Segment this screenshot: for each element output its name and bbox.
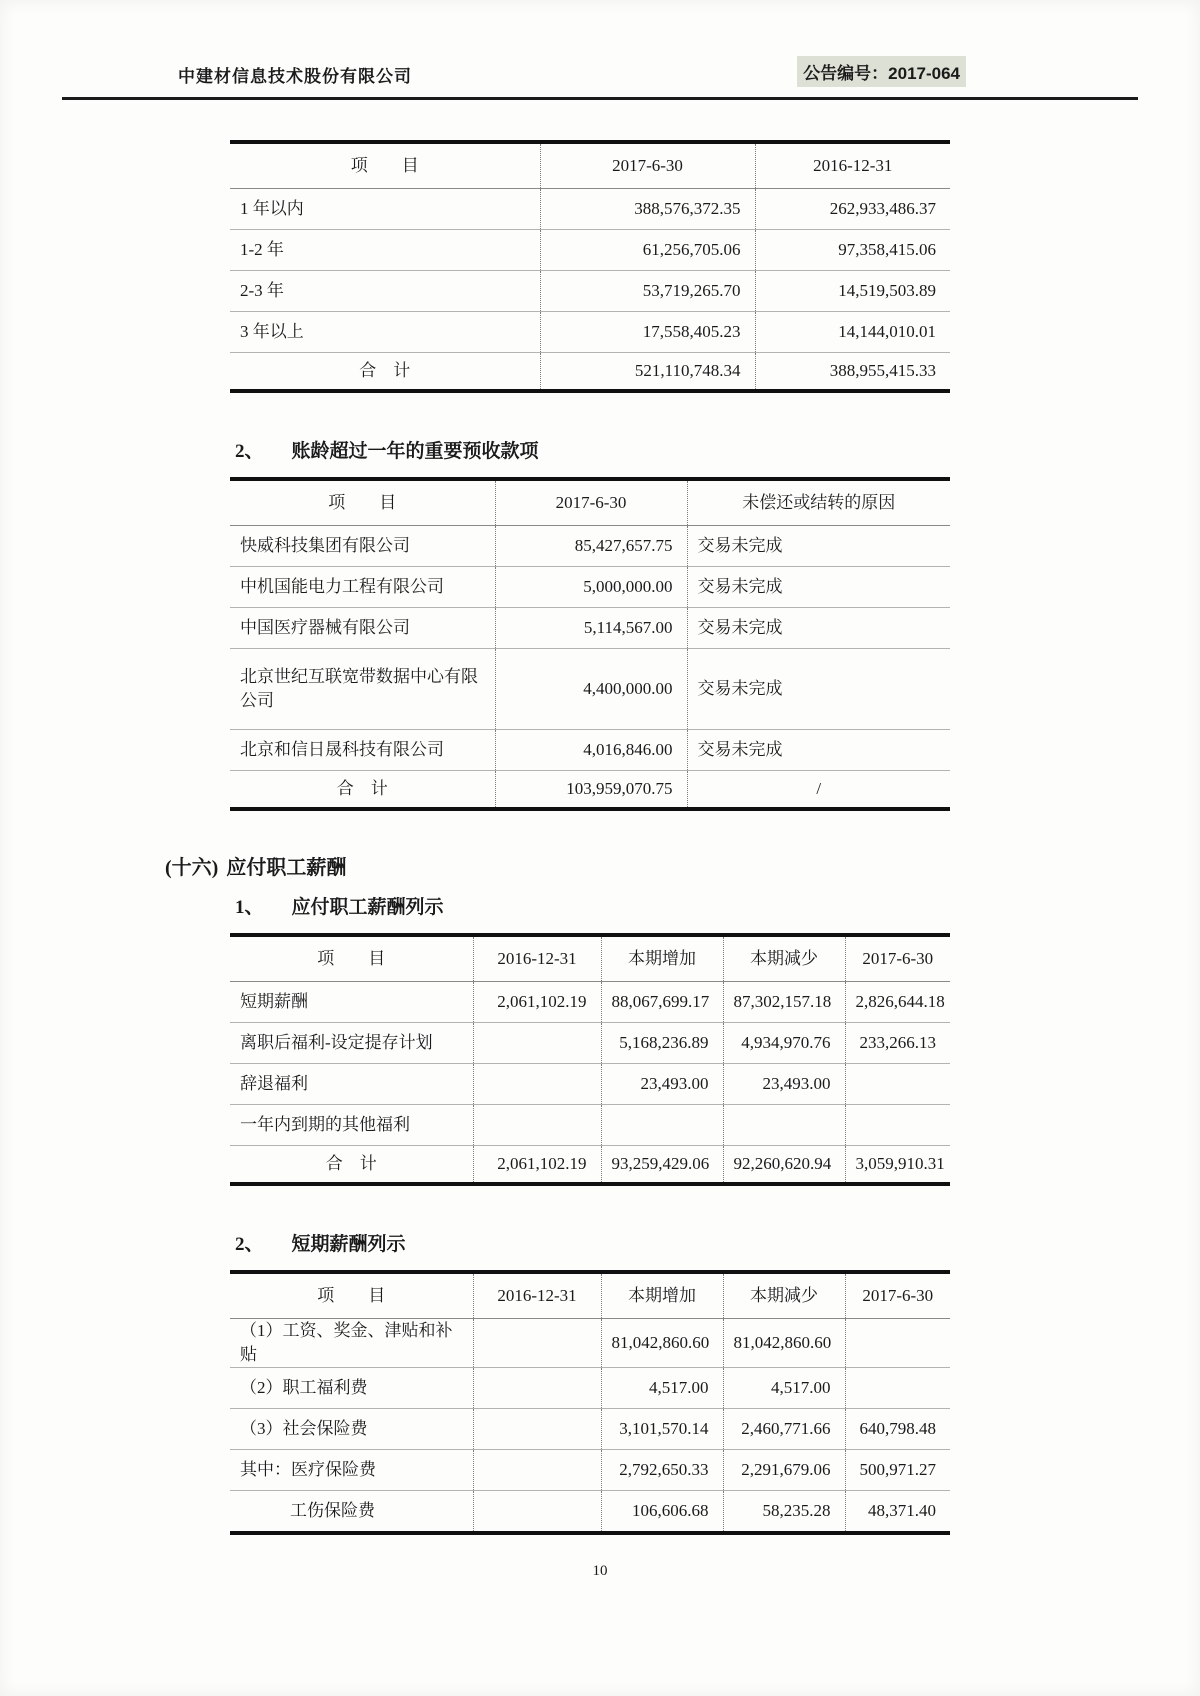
cell-value: 85,427,657.75 <box>495 526 687 567</box>
cell-value <box>845 1367 950 1408</box>
total-label: 合 计 <box>359 361 411 381</box>
header-cell: 本期减少 <box>723 1272 845 1319</box>
subsection-heading-payroll-list <box>235 895 950 921</box>
cell-value: 交易未完成 <box>687 649 950 730</box>
cell-value: 93,259,429.06 <box>601 1146 723 1185</box>
cell-value <box>473 1319 601 1368</box>
table-row <box>230 271 950 312</box>
total-label: 合 计 <box>325 1154 377 1174</box>
cell-value: 262,933,486.37 <box>755 189 950 230</box>
cell-value: 81,042,860.60 <box>601 1319 723 1368</box>
section-heading-prepayments <box>235 439 950 465</box>
header-cell: 2017-6-30 <box>845 1272 950 1319</box>
cell-value <box>473 1490 601 1533</box>
cell-value: 61,256,705.06 <box>540 230 755 271</box>
table-important-prepayments <box>230 477 950 811</box>
row-label: 工伤保险费 <box>290 1500 375 1520</box>
cell-value: 88,067,699.17 <box>601 982 723 1023</box>
table-row <box>230 1367 950 1408</box>
table-row <box>230 1105 950 1146</box>
table-total-row <box>230 353 950 392</box>
row-label: 1 年以内 <box>230 189 540 230</box>
row-label: 其中：医疗保险费 <box>230 1449 473 1490</box>
table-row <box>230 1408 950 1449</box>
cell-value: 4,934,970.76 <box>723 1023 845 1064</box>
cell-value: 58,235.28 <box>723 1490 845 1533</box>
cell-value: 48,371.40 <box>845 1490 950 1533</box>
table-row <box>230 526 950 567</box>
cell-value: 5,000,000.00 <box>495 567 687 608</box>
cell-value: 500,971.27 <box>845 1449 950 1490</box>
content-column <box>165 140 950 1535</box>
cell-value: 3,101,570.14 <box>601 1408 723 1449</box>
cell-value: 53,719,265.70 <box>540 271 755 312</box>
section-title: 短期薪酬列示 <box>291 1234 406 1255</box>
table-row <box>230 1319 950 1368</box>
table-row <box>230 649 950 730</box>
cell-value <box>473 1449 601 1490</box>
cell-value: 87,302,157.18 <box>723 982 845 1023</box>
cell-value: 3,059,910.31 <box>845 1146 950 1185</box>
cell-value: 4,400,000.00 <box>495 649 687 730</box>
table-header-row <box>230 479 950 526</box>
cell-value: 388,576,372.35 <box>540 189 755 230</box>
row-label: 2-3 年 <box>230 271 540 312</box>
header-cell: 2017-6-30 <box>845 935 950 982</box>
cell-value: 103,959,070.75 <box>495 771 687 810</box>
notice-number: 2017-064 <box>888 64 960 83</box>
cell-value: 2,792,650.33 <box>601 1449 723 1490</box>
total-label: 合 计 <box>336 779 388 799</box>
cell-value: 233,266.13 <box>845 1023 950 1064</box>
row-label: 辞退福利 <box>230 1064 473 1105</box>
section-number: 2、 <box>235 1234 264 1255</box>
cell-value: 4,517.00 <box>723 1367 845 1408</box>
cell-value: 23,493.00 <box>601 1064 723 1105</box>
table-short-term-compensation <box>230 1270 950 1535</box>
cell-value: 2,460,771.66 <box>723 1408 845 1449</box>
row-label: 快威科技集团有限公司 <box>230 526 495 567</box>
table-header-row <box>230 935 950 982</box>
cell-value: 17,558,405.23 <box>540 312 755 353</box>
row-label: 北京和信日晟科技有限公司 <box>230 730 495 771</box>
notice-label: 公告编号： <box>803 64 889 83</box>
header-cell: 项 目 <box>230 479 495 526</box>
table-row <box>230 982 950 1023</box>
table-row <box>230 189 950 230</box>
table-payroll-payable <box>230 933 950 1186</box>
cell-value <box>845 1105 950 1146</box>
cell-value: 交易未完成 <box>687 526 950 567</box>
table-row <box>230 567 950 608</box>
header-cell: 2017-6-30 <box>495 479 687 526</box>
section-number: 1、 <box>235 897 264 918</box>
cell-value: 4,016,846.00 <box>495 730 687 771</box>
table-row <box>230 1064 950 1105</box>
cell-value: 388,955,415.33 <box>755 353 950 392</box>
row-label: 一年内到期的其他福利 <box>230 1105 473 1146</box>
table-row <box>230 230 950 271</box>
table-row <box>230 312 950 353</box>
cell-value: 521,110,748.34 <box>540 353 755 392</box>
header-cell: 项 目 <box>230 1272 473 1319</box>
header-cell: 项 目 <box>230 142 540 189</box>
cell-value <box>473 1367 601 1408</box>
cell-value: 92,260,620.94 <box>723 1146 845 1185</box>
cell-value: 106,606.68 <box>601 1490 723 1533</box>
table-header-row <box>230 142 950 189</box>
header-cell: 本期增加 <box>601 935 723 982</box>
table-row <box>230 1490 950 1533</box>
table-total-row <box>230 1146 950 1185</box>
row-label: 离职后福利-设定提存计划 <box>230 1023 473 1064</box>
cell-value: 交易未完成 <box>687 567 950 608</box>
cell-value: 14,519,503.89 <box>755 271 950 312</box>
row-label: 短期薪酬 <box>230 982 473 1023</box>
section-title: 应付职工薪酬列示 <box>291 897 444 918</box>
cell-value <box>473 1105 601 1146</box>
cell-value: 2,061,102.19 <box>473 1146 601 1185</box>
row-label: （2）职工福利费 <box>230 1367 473 1408</box>
cell-value: 23,493.00 <box>723 1064 845 1105</box>
table-row <box>230 1023 950 1064</box>
cell-value: 2,061,102.19 <box>473 982 601 1023</box>
header-cell: 2016-12-31 <box>755 142 950 189</box>
table-row <box>230 608 950 649</box>
row-label: 3 年以上 <box>230 312 540 353</box>
cell-value <box>723 1105 845 1146</box>
page-number: 10 <box>592 1563 608 1579</box>
cell-value: 5,168,236.89 <box>601 1023 723 1064</box>
header-cell: 未偿还或结转的原因 <box>687 479 950 526</box>
cell-value: 交易未完成 <box>687 730 950 771</box>
cell-value: / <box>687 771 950 810</box>
cell-value: 14,144,010.01 <box>755 312 950 353</box>
table-header-row <box>230 1272 950 1319</box>
cell-value: 2,291,679.06 <box>723 1449 845 1490</box>
row-label: 北京世纪互联宽带数据中心有限公司 <box>230 649 495 730</box>
cell-value <box>601 1105 723 1146</box>
section-number: 2、 <box>235 441 264 462</box>
table-row <box>230 730 950 771</box>
subsection-heading-short-term-list <box>235 1232 950 1258</box>
cell-value: 81,042,860.60 <box>723 1319 845 1368</box>
notice-badge <box>797 56 966 87</box>
section-title: 账龄超过一年的重要预收款项 <box>291 441 539 462</box>
cell-value <box>473 1023 601 1064</box>
header-cell: 2016-12-31 <box>473 1272 601 1319</box>
cell-value: 97,358,415.06 <box>755 230 950 271</box>
cell-value: 5,114,567.00 <box>495 608 687 649</box>
cell-value: 交易未完成 <box>687 608 950 649</box>
cell-value <box>845 1319 950 1368</box>
header-cell: 本期减少 <box>723 935 845 982</box>
cell-value: 4,517.00 <box>601 1367 723 1408</box>
row-label: 1-2 年 <box>230 230 540 271</box>
header-cell: 2017-6-30 <box>540 142 755 189</box>
section-heading-payroll <box>165 855 950 881</box>
section-number: (十六) <box>165 857 219 879</box>
company-name: 中建材信息技术股份有限公司 <box>178 67 412 86</box>
table-row <box>230 1449 950 1490</box>
table-aging-analysis <box>230 140 950 393</box>
header-cell: 本期增加 <box>601 1272 723 1319</box>
cell-value <box>473 1408 601 1449</box>
cell-value: 640,798.48 <box>845 1408 950 1449</box>
header-cell: 2016-12-31 <box>473 935 601 982</box>
row-label: （1）工资、奖金、津贴和补贴 <box>230 1319 473 1368</box>
row-label: 中国医疗器械有限公司 <box>230 608 495 649</box>
cell-value: 2,826,644.18 <box>845 982 950 1023</box>
cell-value <box>845 1064 950 1105</box>
header-cell: 项 目 <box>230 935 473 982</box>
section-title: 应付职工薪酬 <box>226 857 347 879</box>
table-total-row <box>230 771 950 810</box>
cell-value <box>473 1064 601 1105</box>
page-header <box>62 0 1138 100</box>
row-label: （3）社会保险费 <box>230 1408 473 1449</box>
row-label: 中机国能电力工程有限公司 <box>230 567 495 608</box>
